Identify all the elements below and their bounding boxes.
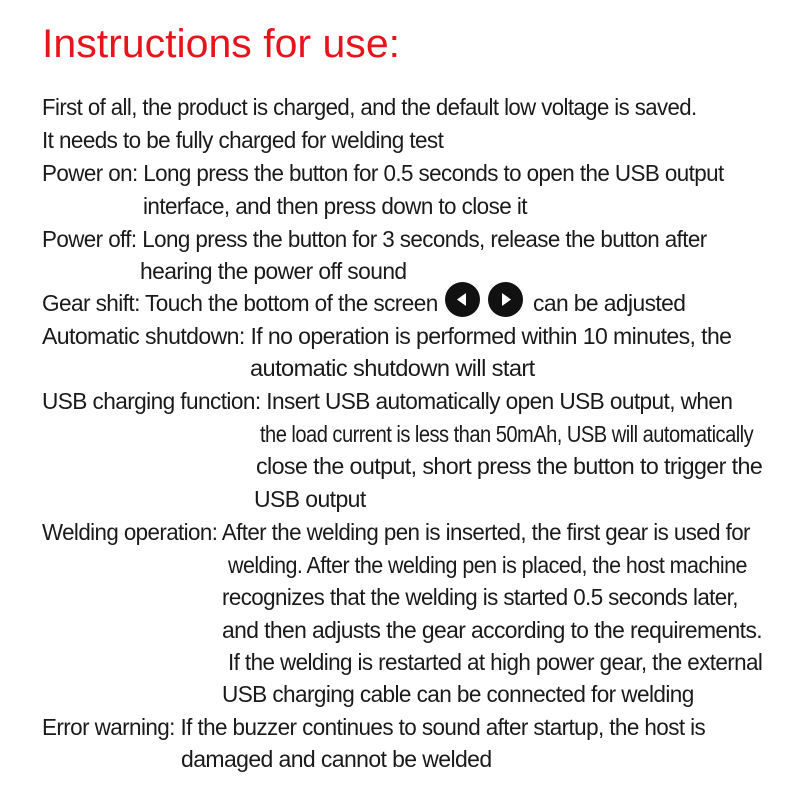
gear-shift-suffix: can be adjusted xyxy=(533,290,686,316)
instruction-line: hearing the power off sound xyxy=(140,258,407,284)
page-title: Instructions for use: xyxy=(42,22,401,66)
instruction-line: First of all, the product is charged, and the default low voltage is saved. xyxy=(42,94,697,120)
instruction-line: Power on: Long press the button for 0.5 seconds to open the USB output xyxy=(42,160,724,186)
instruction-line: USB charging cable can be connected for welding xyxy=(222,681,694,707)
instruction-line: Welding operation: After the welding pen is inserted, the first gear is used for xyxy=(42,519,750,545)
instruction-line: the load current is less than 50mAh, USB will automatically xyxy=(260,421,754,447)
right-arrow-button-icon xyxy=(488,282,523,317)
instruction-line: USB charging function: Insert USB automatically open USB output, when xyxy=(42,388,733,414)
instruction-line: interface, and then press down to close it xyxy=(143,193,527,219)
instruction-line: damaged and cannot be welded xyxy=(181,746,492,772)
instruction-line: close the output, short press the button to trigger the xyxy=(256,453,763,479)
instruction-line: USB output xyxy=(254,486,366,512)
instruction-line: Gear shift: Touch the bottom of the screen xyxy=(42,290,438,316)
instruction-line: automatic shutdown will start xyxy=(250,355,535,381)
instruction-line: It needs to be fully charged for welding test xyxy=(42,127,444,153)
instruction-line: recognizes that the welding is started 0.5 seconds later, xyxy=(222,584,738,610)
instruction-line: Automatic shutdown: If no operation is performed within 10 minutes, the xyxy=(42,323,732,349)
instruction-line: If the welding is restarted at high power gear, the external xyxy=(228,649,763,675)
instruction-line: Error warning: If the buzzer continues to sound after startup, the host is xyxy=(42,714,706,740)
instruction-line: welding. After the welding pen is placed, the host machine xyxy=(228,552,747,578)
instruction-line: Power off: Long press the button for 3 seconds, release the button after xyxy=(42,226,707,252)
left-arrow-button-icon xyxy=(445,282,480,317)
instruction-line: and then adjusts the gear according to the requirements. xyxy=(222,617,763,643)
